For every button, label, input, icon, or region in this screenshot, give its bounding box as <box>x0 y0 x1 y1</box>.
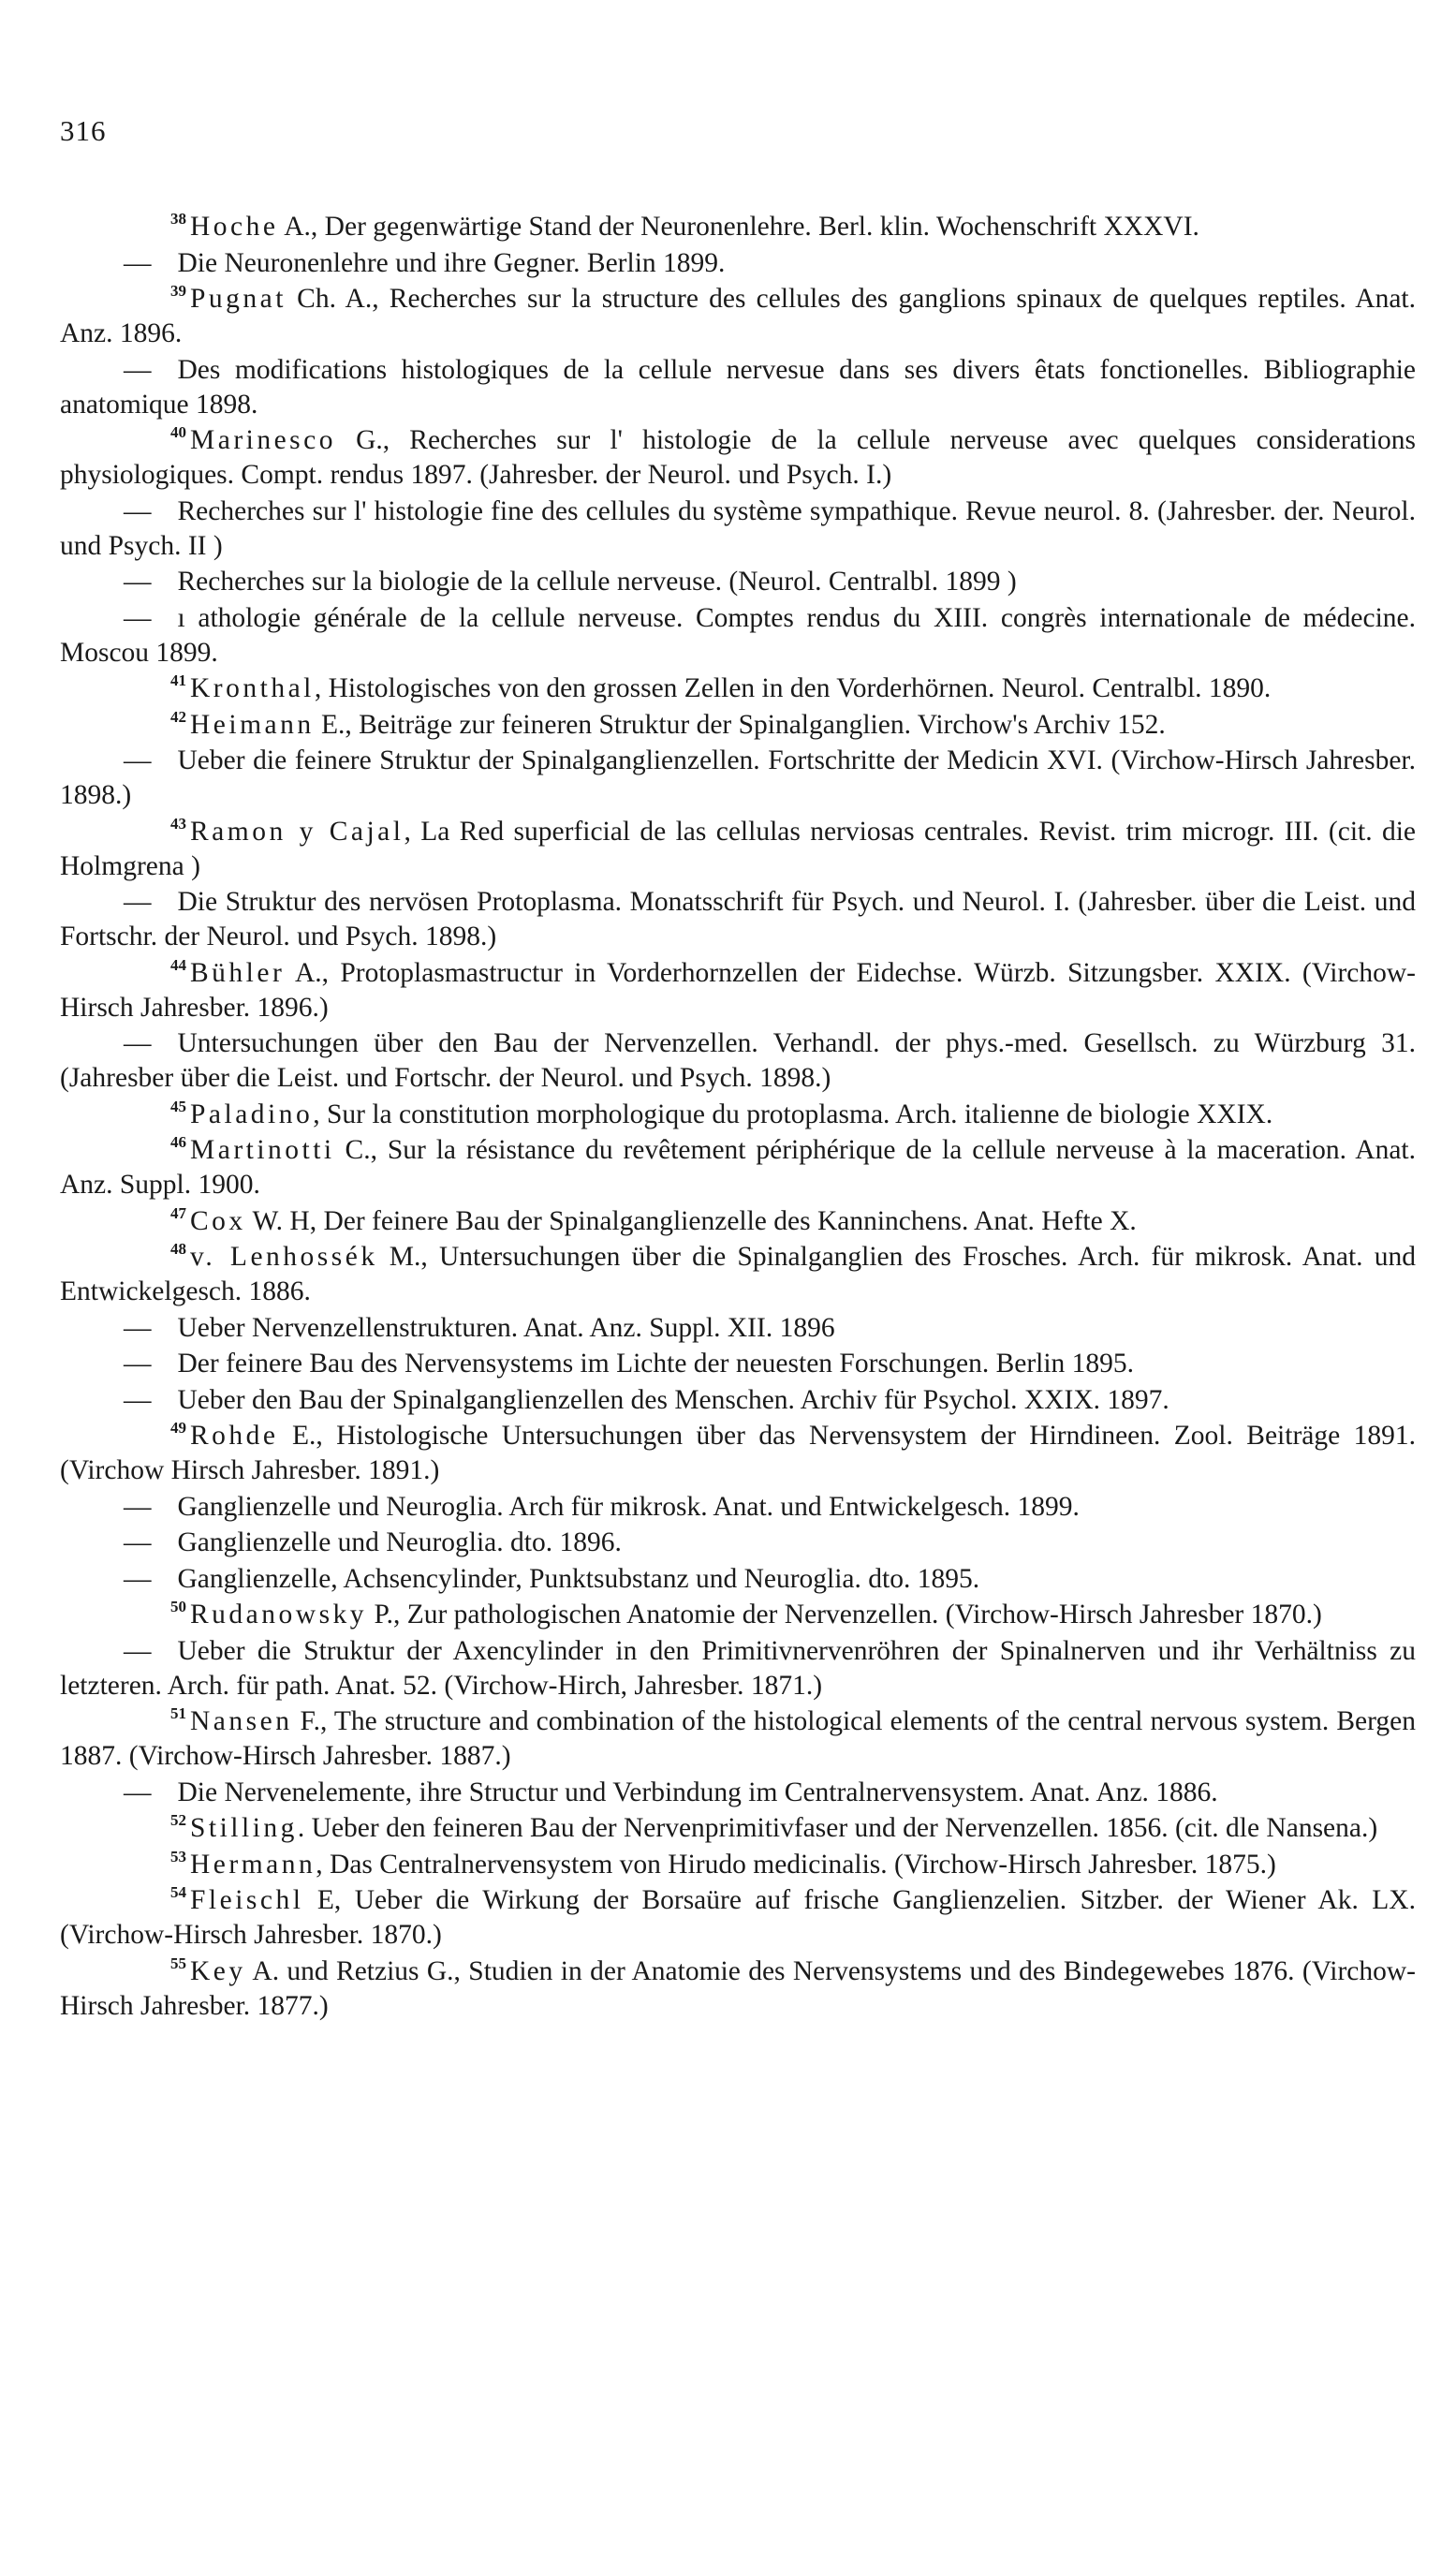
footnote-number: 51 <box>170 1704 186 1722</box>
ditto-dash: — <box>124 1527 152 1557</box>
reference-text: E., Beiträge zur feineren Struktur der Spinalganglien. Virchow's Archiv 152. <box>314 709 1166 740</box>
reference-entry <box>60 1133 1416 1202</box>
footnote-number: 49 <box>170 1419 186 1437</box>
reference-list <box>60 210 1416 2025</box>
reference-text: A., Protoplasmastructur in Vorderhornzellen der Eidechse. Würzb. Sitzungsber. XXIX. (Virchow-Hirsch Jahresber. 1896.) <box>60 957 1416 1023</box>
footnote-number: 53 <box>170 1847 186 1866</box>
reference-continuation <box>60 601 1416 671</box>
reference-entry <box>60 956 1416 1025</box>
ditto-dash: — <box>124 1349 152 1379</box>
reference-continuation <box>60 1347 1416 1381</box>
footnote-number: 50 <box>170 1598 186 1615</box>
footnote-number: 54 <box>170 1883 186 1901</box>
reference-text: Ueber den Bau der Spinalganglienzellen des Menschen. Archiv für Psychol. XXIX. 1897. <box>177 1384 1169 1415</box>
reference-author: Martinotti <box>190 1135 335 1165</box>
reference-text: W. H, Der feinere Bau der Spinalganglienzelle des Kanninchens. Anat. Hefte X. <box>245 1205 1137 1236</box>
reference-continuation <box>60 885 1416 954</box>
reference-continuation <box>60 1383 1416 1418</box>
reference-author: Rohde <box>190 1421 279 1451</box>
reference-continuation <box>60 1562 1416 1597</box>
reference-continuation <box>60 1026 1416 1096</box>
reference-text: Ueber Nervenzellenstrukturen. Anat. Anz. Suppl. XII. 1896 <box>177 1312 835 1343</box>
ditto-dash: — <box>124 354 152 385</box>
reference-text: , La Red superficial de las cellulas nerviosas centrales. Revist. trim microgr. III. (cit. die Holmgrena ) <box>60 816 1416 881</box>
reference-author: Nansen <box>190 1706 293 1736</box>
ditto-dash: — <box>124 1491 152 1522</box>
reference-author: Kronthal <box>190 673 315 703</box>
reference-text: A. und Retzius G., Studien in der Anatomie des Nervensystems und des Bindegewebes 1876. (Virchow-Hirsch Jahresber. 1877.) <box>60 1955 1416 2021</box>
reference-entry <box>60 815 1416 884</box>
reference-text: ı athologie générale de la cellule nerveuse. Comptes rendus du XIII. congrès internationale de médecine. Moscou 1899. <box>60 602 1416 668</box>
reference-text: E, Ueber die Wirkung der Borsaüre auf frische Ganglienzelien. Sitzber. der Wiener Ak. LX. (Virchow-Hirsch Jahresber. 1870.) <box>60 1885 1416 1950</box>
reference-text: Recherches sur la biologie de la cellule nerveuse. (Neurol. Centralbl. 1899 ) <box>177 567 1017 597</box>
reference-entry <box>60 1098 1416 1132</box>
ditto-dash: — <box>124 1777 152 1807</box>
reference-text: M., Untersuchungen über die Spinalganglien des Frosches. Arch. für mikrosk. Anat. und Entwickelgesch. 1886. <box>60 1242 1416 1306</box>
reference-text: G., Recherches sur l' histologie de la cellule nerveuse avec quelques considerations physiologiques. Compt. rendus 1897. (Jahresber. der Neurol. und Psych. I.) <box>60 425 1416 490</box>
reference-text: Ganglienzelle und Neuroglia. dto. 1896. <box>177 1527 622 1557</box>
ditto-dash: — <box>124 1563 152 1594</box>
footnote-number: 45 <box>170 1097 186 1115</box>
reference-text: , Sur la constitution morphologique du protoplasma. Arch. italienne de biologie XXIX. <box>313 1099 1273 1129</box>
reference-entry <box>60 1848 1416 1882</box>
reference-continuation <box>60 494 1416 564</box>
reference-author: Fleischl <box>190 1885 304 1915</box>
footnote-number: 46 <box>170 1133 186 1151</box>
footnote-number: 42 <box>170 707 186 726</box>
ditto-dash: — <box>124 1635 152 1666</box>
footnote-number: 39 <box>170 282 186 300</box>
reference-continuation <box>60 246 1416 281</box>
reference-entry <box>60 1811 1416 1846</box>
reference-entry <box>60 708 1416 743</box>
reference-entry <box>60 1598 1416 1632</box>
reference-entry <box>60 423 1416 493</box>
footnote-number: 47 <box>170 1203 186 1222</box>
reference-text: F., The structure and combination of the histological elements of the central nervous system. Bergen 1887. (Virchow-Hirsch Jahresber. 1887.) <box>60 1706 1416 1771</box>
ditto-dash: — <box>124 887 152 917</box>
reference-continuation <box>60 1311 1416 1346</box>
reference-author: Pugnat <box>190 284 287 314</box>
reference-text: Die Struktur des nervösen Protoplasma. Monatsschrift für Psych. und Neurol. I. (Jahresber. über die Leist. und Fortschr. der Neurol. und Psych. 1898.) <box>60 887 1416 951</box>
reference-author: Stilling <box>190 1813 298 1843</box>
reference-entry <box>60 671 1416 706</box>
ditto-dash: — <box>124 602 152 633</box>
footnote-number: 43 <box>170 814 186 833</box>
reference-text: Die Neuronenlehre und ihre Gegner. Berlin 1899. <box>177 247 726 278</box>
reference-continuation <box>60 1490 1416 1525</box>
ditto-dash: — <box>124 1028 152 1058</box>
reference-entry <box>60 1704 1416 1774</box>
reference-author: Heimann <box>190 709 315 740</box>
ditto-dash: — <box>124 1384 152 1415</box>
footnote-number: 38 <box>170 210 186 228</box>
reference-continuation <box>60 1634 1416 1703</box>
reference-author: Bühler <box>190 957 286 988</box>
reference-text: . Ueber den feineren Bau der Nervenprimitivfaser und der Nervenzellen. 1856. (cit. dle Nansena.) <box>297 1813 1378 1843</box>
reference-entry <box>60 1419 1416 1488</box>
page-number: 316 <box>60 114 107 147</box>
reference-continuation <box>60 1526 1416 1560</box>
reference-entry <box>60 1240 1416 1309</box>
ditto-dash: — <box>124 567 152 597</box>
reference-author: Ramon y Cajal <box>190 816 404 847</box>
ditto-dash: — <box>124 495 152 526</box>
footnote-number: 44 <box>170 955 186 974</box>
reference-text: C., Sur la résistance du revêtement périphérique de la cellule nerveuse à la maceration. Anat. Anz. Suppl. 1900. <box>60 1135 1416 1200</box>
reference-entry <box>60 1204 1416 1239</box>
reference-text: Der feinere Bau des Nervensystems im Lichte der neuesten Forschungen. Berlin 1895. <box>177 1349 1135 1379</box>
reference-text: E., Histologische Untersuchungen über das Nervensystem der Hirndineen. Zool. Beiträge 1891. (Virchow Hirsch Jahresber. 1891.) <box>60 1421 1416 1485</box>
footnote-number: 55 <box>170 1954 186 1972</box>
footnote-number: 41 <box>170 671 186 689</box>
footnote-number: 48 <box>170 1240 186 1258</box>
reference-entry <box>60 1883 1416 1953</box>
reference-entry <box>60 282 1416 351</box>
reference-text: Die Nervenelemente, ihre Structur und Verbindung im Centralnervensystem. Anat. Anz. 1886. <box>177 1777 1218 1807</box>
reference-text: Ganglienzelle, Achsencylinder, Punktsubstanz und Neuroglia. dto. 1895. <box>177 1563 980 1594</box>
reference-text: A., Der gegenwärtige Stand der Neuronenlehre. Berl. klin. Wochenschrift XXXVI. <box>278 212 1199 242</box>
reference-author: Rudanowsky <box>190 1600 368 1630</box>
reference-entry <box>60 1954 1416 2024</box>
ditto-dash: — <box>124 745 152 775</box>
reference-author: v. Lenhossék <box>190 1242 378 1272</box>
reference-text: Ganglienzelle und Neuroglia. Arch für mikrosk. Anat. und Entwickelgesch. 1899. <box>177 1491 1080 1522</box>
reference-author: Cox <box>190 1205 246 1236</box>
reference-text: , Das Centralnervensystem von Hirudo medicinalis. (Virchow-Hirsch Jahresber. 1875.) <box>316 1849 1276 1880</box>
reference-text: Ueber die feinere Struktur der Spinalganglienzellen. Fortschritte der Medicin XVI. (Virchow-Hirsch Jahresber. 1898.) <box>60 745 1416 810</box>
reference-text: P., Zur pathologischen Anatomie der Nervenzellen. (Virchow-Hirsch Jahresber 1870.) <box>367 1600 1322 1630</box>
reference-author: Marinesco <box>190 425 337 455</box>
reference-text: Ueber die Struktur der Axencylinder in den Primitivnervenröhren der Spinalnerven und ihr Verhältniss zu letzteren. Arch. für path. Anat. 52. (Virchow-Hirch, Jahresber. 1871.) <box>60 1635 1416 1701</box>
reference-continuation <box>60 565 1416 599</box>
reference-text: Ch. A., Recherches sur la structure des cellules des ganglions spinaux de quelques reptiles. Anat. Anz. 1896. <box>60 284 1416 348</box>
reference-continuation <box>60 744 1416 813</box>
reference-continuation <box>60 353 1416 422</box>
footnote-number: 52 <box>170 1811 186 1829</box>
reference-author: Hoche <box>190 212 279 242</box>
reference-author: Paladino <box>190 1099 314 1129</box>
footnote-number: 40 <box>170 423 186 441</box>
ditto-dash: — <box>124 1312 152 1343</box>
reference-text: , Histologisches von den grossen Zellen in den Vorderhörnen. Neurol. Centralbl. 1890. <box>314 673 1272 703</box>
reference-text: Recherches sur l' histologie fine des cellules du système sympathique. Revue neurol. 8. (Jahresber. der. Neurol. und Psych. II ) <box>60 495 1416 561</box>
ditto-dash: — <box>124 247 152 278</box>
reference-text: Untersuchungen über den Bau der Nervenzellen. Verhandl. der phys.-med. Gesellsch. zu Würzburg 31. (Jahresber über die Leist. und Fortschr. der Neurol. und Psych. 1898.) <box>60 1028 1416 1093</box>
reference-author: Hermann <box>190 1849 316 1880</box>
reference-entry <box>60 210 1416 244</box>
reference-author: Key <box>190 1955 246 1986</box>
reference-continuation <box>60 1776 1416 1810</box>
reference-text: Des modifications histologiques de la cellule nervesue dans ses divers êtats fonctionelles. Bibliographie anatomique 1898. <box>60 354 1416 420</box>
